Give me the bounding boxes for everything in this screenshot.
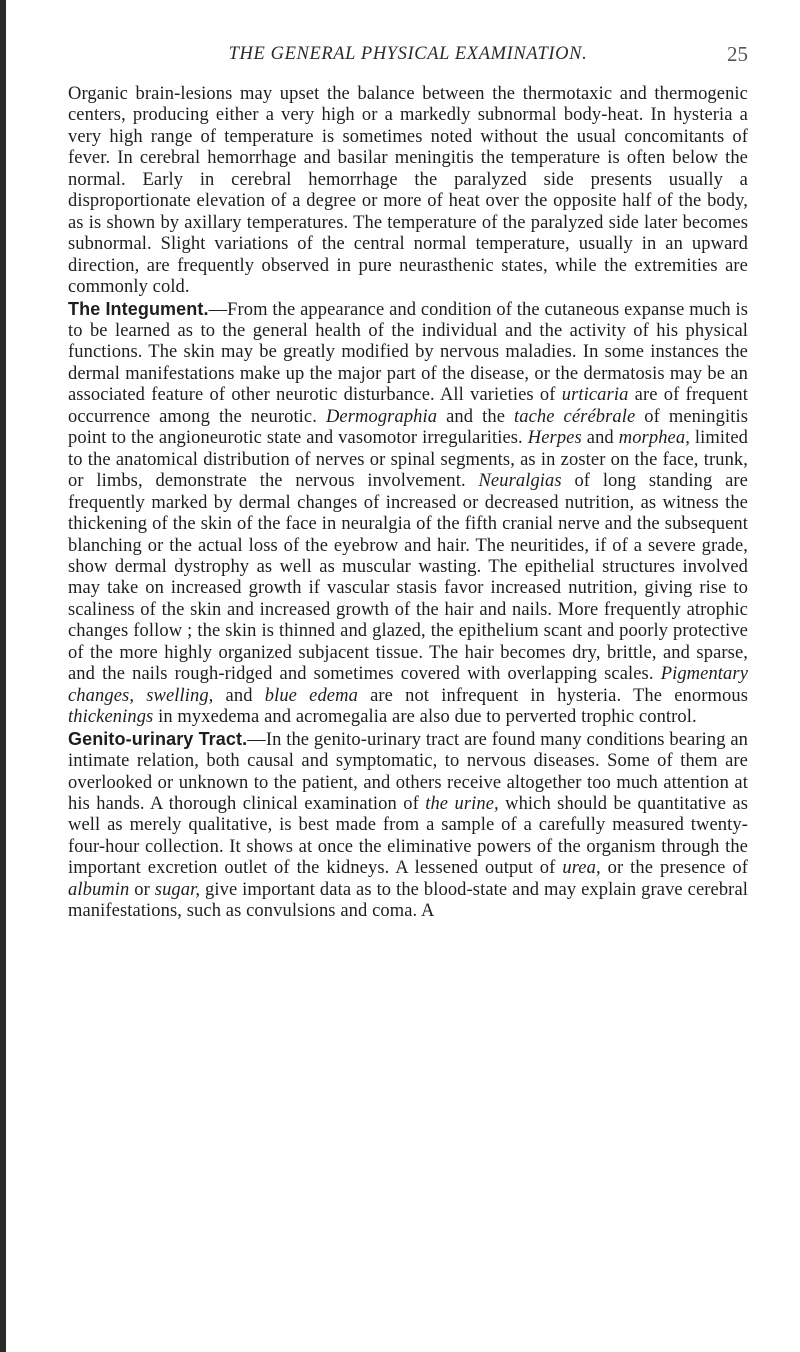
text-run: and (581, 428, 619, 449)
italic-term: albumin (68, 879, 130, 900)
text-run: of long standing are frequently marked by dermal changes of increased or decreased nutrition, as witness the thickening of the skin of the face in neuralgia of the fifth cranial nerve and the subsequent blanching or the actual loss of the eyebrow and hair. The neuritides, if of a severe grade, show dermal dystrophy as well as muscular wasting. The epithelial structures involved may take on increased growth if vascular stasis favor increased nutrition, giving rise to scaliness of the skin and increased growth of the hair and nails. More frequently atrophic changes follow ; the skin is thinned and glazed, the epithelium scant and poorly protective of the more highly organized subjacent tissue. The hair becomes dry, brittle, and sparse, and the nails rough-ridged and sometimes covered with overlapping scales. (68, 471, 748, 685)
italic-term: Neuralgias (478, 471, 562, 492)
italic-term: urticaria (561, 385, 629, 406)
italic-term: urea, (562, 858, 601, 879)
text-run: which should be quantitative as well as merely qualitative, is best made from a sample of a carefully measured twenty-four-hour collection. It shows at once the eliminative powers of the organism through the important excretion outlet of the kidneys. A lessened output of (68, 793, 748, 879)
text-run: in myxedema and acromegalia are also due to perverted trophic control. (153, 707, 697, 728)
text-run: —In the genito-urinary tract are found many conditions bearing an intimate relation, both causal and symptomatic, to nervous diseases. Some of them are overlooked or unknown to the patient, and others receive altogether too much attention at his hands. A thorough clinical examination of (68, 729, 749, 814)
italic-term: Herpes (527, 428, 582, 449)
italic-term: tache cérébrale (513, 406, 636, 427)
paragraph-integument (68, 299, 748, 729)
section-heading-genito-urinary: Genito-urinary Tract. (68, 728, 248, 749)
text-run: or (129, 879, 155, 900)
page-number: 25 (727, 42, 748, 66)
body-text (68, 84, 748, 923)
text-run: and the (437, 406, 514, 427)
italic-term: the urine, (425, 793, 499, 814)
text-run: of meningitis point to the angioneurotic state and vasomotor irregularities. (68, 406, 748, 449)
italic-term: Pigmentary changes, swelling, (68, 664, 748, 706)
section-heading-integument: The Integument. (68, 298, 209, 319)
paragraph-genito-urinary (68, 729, 748, 923)
italic-term: Dermographia (325, 406, 438, 427)
text-run: give important data as to the blood-state and may explain grave cerebral manifestations, such as convulsions and coma. A (68, 879, 748, 922)
italic-term: morphea, (618, 428, 690, 449)
running-head: THE GENERAL PHYSICAL EXAMINATION. (228, 44, 588, 64)
text-run: Organic brain-lesions may upset the balance between the thermotaxic and thermogenic centers, producing either a very high or a markedly subnormal body-heat. In hysteria a very high range of temperature is sometimes noted without the usual concomitants of fever. In cerebral hemorrhage and basilar meningitis the temperature is often below the normal. Early in cerebral hemorrhage the paralyzed side presents usually a disproportionate elevation of a degree or more of heat over the opposite half of the body, as is shown by axillary temperatures. The temperature of the paralyzed side later becomes subnormal. Slight variations of the central normal temperature, usually in an upward direction, are frequently observed in pure neurasthenic states, while the extremities are commonly cold. (68, 84, 748, 298)
page-binding-edge (0, 0, 6, 1352)
text-run: are not infrequent in hysteria. The enormous (357, 685, 749, 706)
text-run: limited to the anatomical distribution of nerves or spinal segments, as in zoster on the face, trunk, or limbs, demonstrate the nervous involvement. (68, 428, 749, 492)
text-run: —From the appearance and condition of the cutaneous expanse much is to be learned as to the general health of the individual and the activity of his physical functions. The skin may be greatly modified by nervous maladies. In some instances the dermal manifestations make up the major part of the disease, or the dermatosis may be an associated feature of other neurotic disturbance. All varieties of (68, 299, 749, 406)
page-header (68, 44, 748, 70)
paragraph-temperature (68, 84, 748, 299)
text-run: are of frequent occurrence among the neurotic. (68, 385, 748, 427)
text-run: and (213, 685, 265, 706)
italic-term: thickenings (68, 707, 154, 728)
italic-term: blue edema (264, 685, 358, 706)
text-run: or the presence of (600, 858, 749, 879)
italic-term: sugar, (154, 879, 201, 900)
